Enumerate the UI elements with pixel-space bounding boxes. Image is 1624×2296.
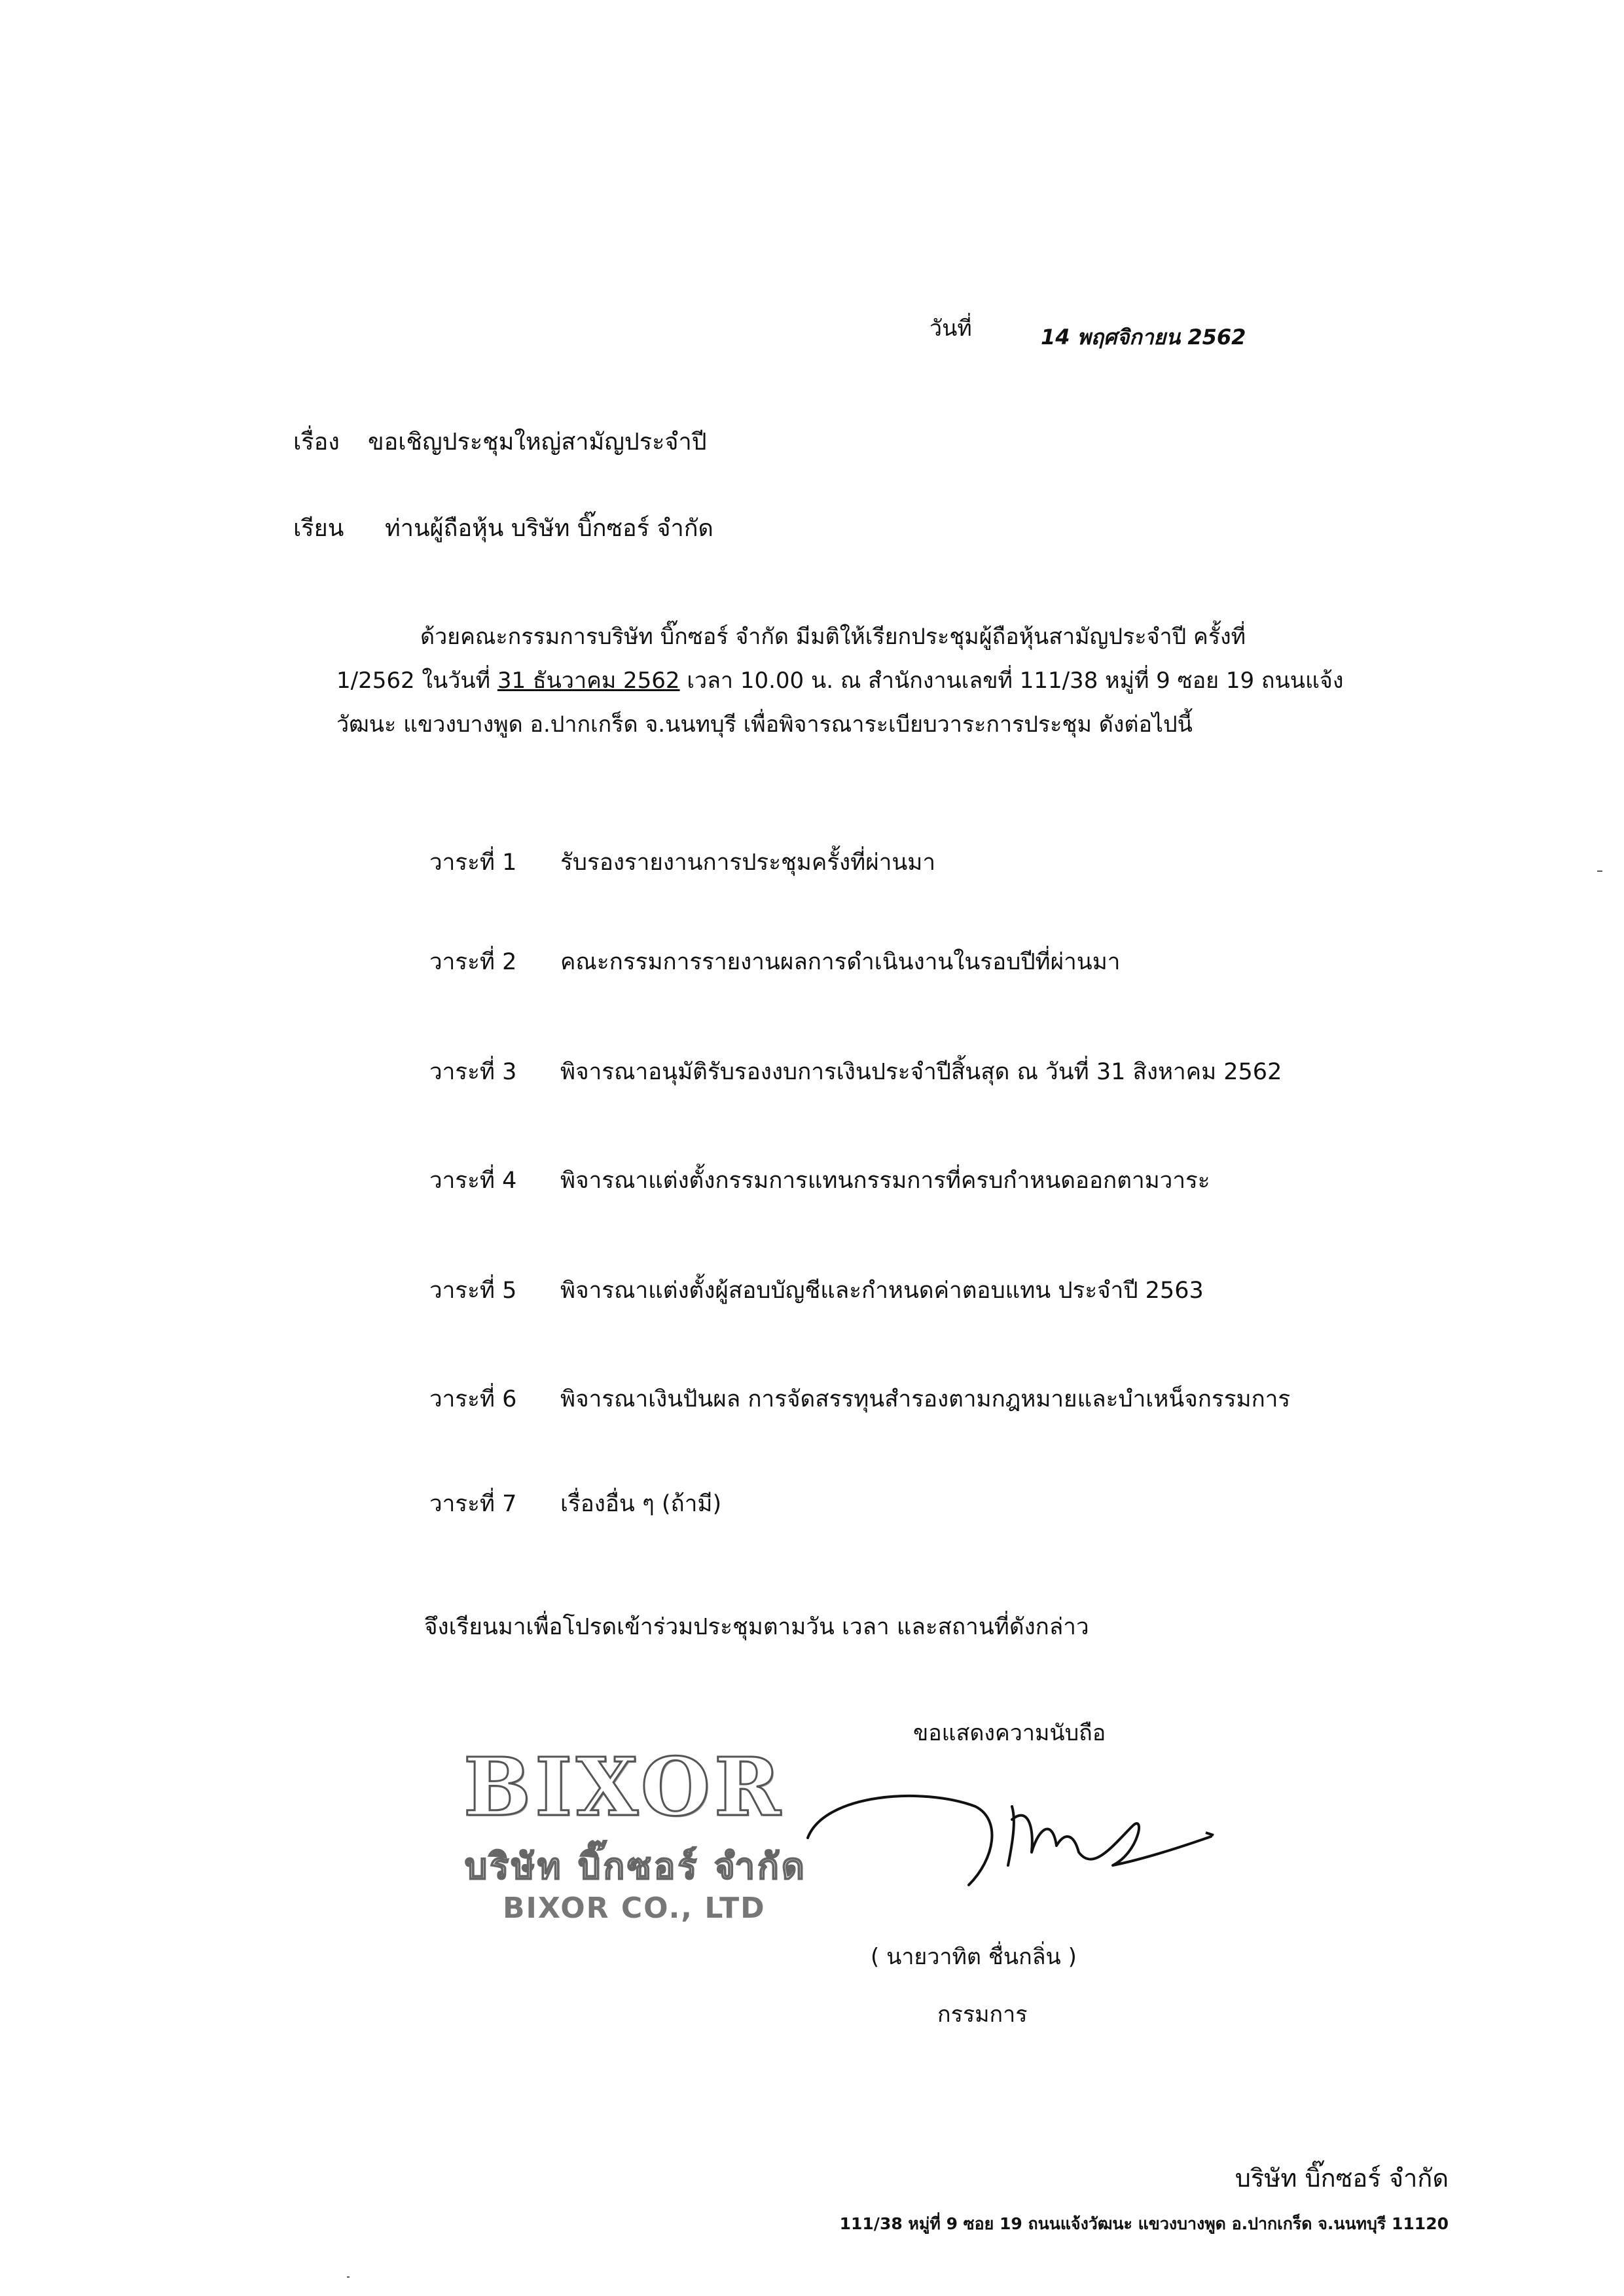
- recipient-label: เรียน: [293, 515, 344, 542]
- agenda-item-5: [429, 1272, 1204, 1308]
- signer-title: กรรมการ: [937, 2001, 1028, 2028]
- scan-speck: [347, 2276, 350, 2278]
- agenda-number: วาระที่ 6: [429, 1386, 517, 1412]
- agenda-text: พิจารณาเงินปันผล การจัดสรรทุนสำรองตามกฎหมายและบำเหน็จกรรมการ: [560, 1386, 1291, 1412]
- body-line-3: วัฒนะ แขวงบางพูด อ.ปากเกร็ด จ.นนทบุรี เพื่อพิจารณาระเบียบวาระการประชุม ดังต่อไปนี้: [336, 711, 1193, 738]
- signature: [805, 1780, 1224, 1898]
- scan-speck: [1597, 870, 1602, 872]
- agenda-item-7: [429, 1486, 721, 1522]
- agenda-number: วาระที่ 7: [429, 1491, 517, 1517]
- closing-sentence: จึงเรียนมาเพื่อโปรดเข้าร่วมประชุมตามวัน เวลา และสถานที่ดังกล่าว: [424, 1614, 1089, 1640]
- agenda-item-3: [429, 1054, 1282, 1090]
- body-line-1: ด้วยคณะกรรมการบริษัท บิ๊กซอร์ จำกัด มีมติให้เรียกประชุมผู้ถือหุ้นสามัญประจำปี ครั้งที่: [420, 624, 1246, 650]
- body-line-2: [336, 659, 1475, 703]
- subject-label: เรื่อง: [293, 429, 340, 456]
- body-line-2-prefix: 1/2562 ในวันที่: [336, 668, 497, 694]
- footer-address: 111/38 หมู่ที่ 9 ซอย 19 ถนนแจ้งวัฒนะ แขวงบางพูด อ.ปากเกร็ด จ.นนทบุรี 11120: [839, 2214, 1449, 2233]
- meeting-date: 31 ธันวาคม 2562: [497, 668, 680, 694]
- agenda-text: คณะกรรมการรายงานผลการดำเนินงานในรอบปีที่ผ่านมา: [560, 949, 1121, 975]
- agenda-item-4: [429, 1162, 1210, 1198]
- agenda-text: รับรองรายงานการประชุมครั้งที่ผ่านมา: [560, 850, 936, 876]
- agenda-item-2: [429, 944, 1120, 980]
- agenda-text: พิจารณาแต่งตั้งผู้สอบบัญชีและกำหนดค่าตอบแทน ประจำปี 2563: [560, 1278, 1204, 1304]
- agenda-item-6: [429, 1381, 1290, 1417]
- agenda-text: พิจารณาอนุมัติรับรองงบการเงินประจำปีสิ้นสุด ณ วันที่ 31 สิงหาคม 2562: [560, 1059, 1282, 1085]
- agenda-number: วาระที่ 1: [429, 850, 517, 876]
- agenda-number: วาระที่ 3: [429, 1059, 517, 1085]
- company-stamp: [452, 1740, 831, 1936]
- subject-text: ขอเชิญประชุมใหญ่สามัญประจำปี: [368, 429, 707, 456]
- stamp-thai-name: บริษัท บิ๊กซอร์ จำกัด: [465, 1846, 807, 1887]
- agenda-number: วาระที่ 4: [429, 1168, 517, 1194]
- footer-company-name: บริษัท บิ๊กซอร์ จำกัด: [1235, 2164, 1449, 2193]
- agenda-item-1: [429, 844, 935, 880]
- agenda-text: พิจารณาแต่งตั้งกรรมการแทนกรรมการที่ครบกำหนดออกตามวาระ: [560, 1168, 1210, 1194]
- body-paragraph: [336, 615, 1475, 747]
- date-label: วันที่: [929, 315, 972, 342]
- stamp-english-name: BIXOR CO., LTD: [503, 1892, 766, 1925]
- signer-name: ( นายวาทิต ชื่นกลิ่น ): [871, 1944, 1077, 1970]
- body-line-2-suffix: เวลา 10.00 น. ณ สำนักงานเลขที่ 111/38 หมู่ที่ 9 ซอย 19 ถนนแจ้ง: [679, 668, 1344, 694]
- date-value: 14 พฤศจิกายน 2562: [1041, 325, 1246, 350]
- agenda-number: วาระที่ 2: [429, 949, 517, 975]
- stamp-logo: BIXOR: [463, 1740, 785, 1834]
- regards: ขอแสดงความนับถือ: [913, 1720, 1106, 1746]
- agenda-text: เรื่องอื่น ๆ (ถ้ามี): [560, 1491, 722, 1517]
- agenda-number: วาระที่ 5: [429, 1278, 517, 1304]
- recipient-text: ท่านผู้ถือหุ้น บริษัท บิ๊กซอร์ จำกัด: [385, 515, 713, 542]
